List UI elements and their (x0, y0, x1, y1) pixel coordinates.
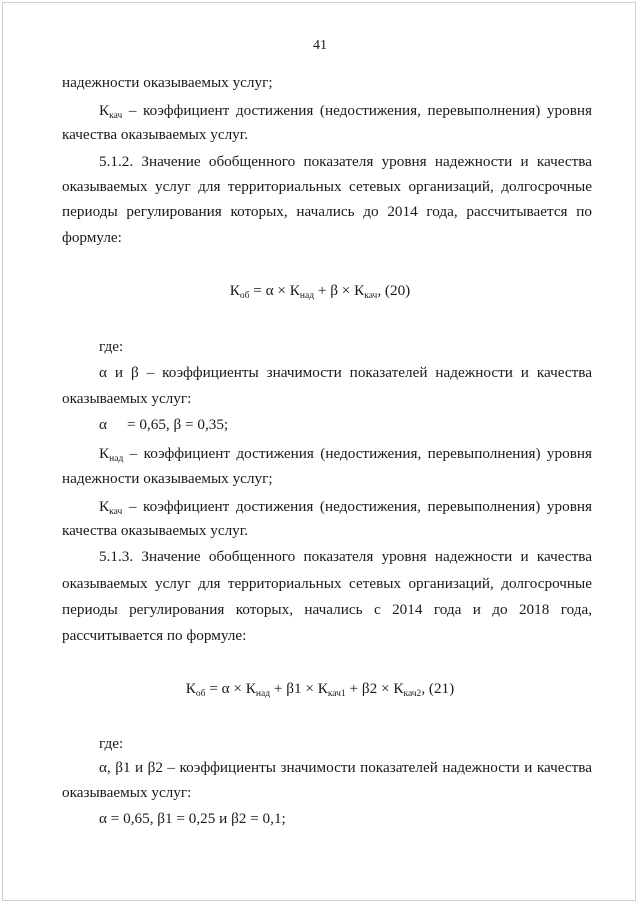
text-line: качества оказываемых услуг. (62, 522, 249, 539)
formula-20: $К_{об} = \alpha \times К_{над} + \beta \times К_{кач}$, (20) (229, 282, 411, 301)
text-line: периоды регулирования которых, начались до 2014 года, рассчитывается по (62, 203, 592, 220)
text-line: надежности оказываемых услуг; (62, 74, 273, 91)
text-line: формуле: (62, 229, 122, 246)
text-line: оказываемых услуг: (62, 390, 192, 407)
coefficient-values: α = 0,65, β1 = 0,25 и β2 = 0,1; (99, 810, 286, 827)
text-line: оказываемых услуг для территориальных сетевых организаций, долгосрочные (62, 575, 592, 592)
where-label: где: (99, 338, 124, 355)
text-line: α и β – коэффициенты значимости показателей надежности и качества (99, 364, 592, 381)
text-line: $К_{кач}$ – коэффициент достижения (недостижения, перевыполнения) уровня (99, 102, 592, 121)
coefficient-values: α = 0,65, β = 0,35; (99, 416, 229, 433)
paragraph-5-1-2-line: 5.1.2. Значение обобщенного показателя уровня надежности и качества (99, 153, 592, 170)
paragraph-5-1-3-line: 5.1.3. Значение обобщенного показателя уровня надежности и качества (99, 548, 592, 565)
text-line: надежности оказываемых услуг; (62, 470, 273, 487)
text-line: оказываемых услуг для территориальных сетевых организаций, долгосрочные (62, 178, 592, 195)
text-line: оказываемых услуг: (62, 784, 192, 801)
where-label: где: (99, 735, 124, 752)
page-number: 41 (313, 38, 327, 53)
text-line: периоды регулирования которых, начались с 2014 года и до 2018 года, (62, 601, 592, 618)
text-line: качества оказываемых услуг. (62, 126, 249, 143)
formula-21: $К_{об} = \alpha \times К_{над} + \beta 1 \times К_{кач1} + \beta 2 \times К_{кач2}$, (21) (185, 680, 455, 699)
text-line: α, β1 и β2 – коэффициенты значимости показателей надежности и качества (99, 759, 592, 776)
text-line: рассчитывается по формуле: (62, 627, 247, 644)
text-line: $К_{над}$ – коэффициент достижения (недостижения, перевыполнения) уровня (99, 445, 592, 464)
text-line: $К_{кач}$ – коэффициент достижения (недостижения, перевыполнения) уровня (99, 498, 592, 517)
